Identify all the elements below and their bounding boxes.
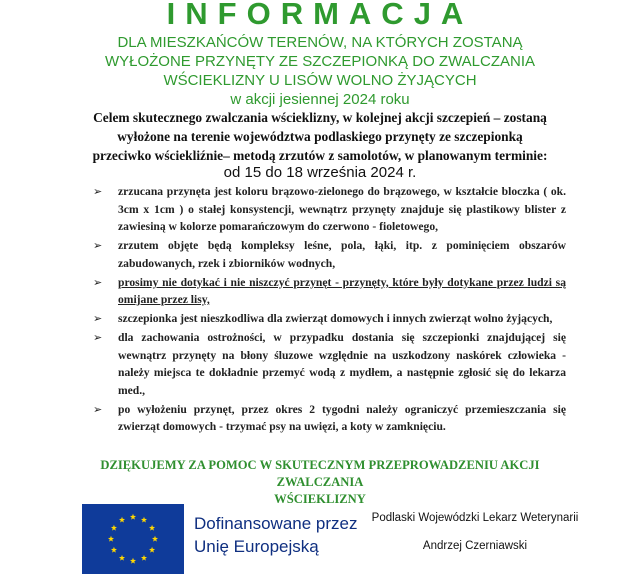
- document-subtitle: [0, 33, 640, 109]
- campaign-dates: od 15 do 18 września 2024 r.: [223, 164, 417, 181]
- arrow-bullet-icon: ➢: [93, 185, 103, 198]
- info-list: [93, 183, 566, 437]
- intro-line: wyłożone na terenie województwa podlaskiego przynęty ze szczepionką: [117, 129, 523, 144]
- signature-name: Andrzej Czerniawski: [422, 540, 528, 552]
- arrow-bullet-icon: ➢: [93, 275, 103, 289]
- thanks-message: [60, 457, 580, 508]
- eu-star-icon: [119, 555, 125, 561]
- list-item-text: dla zachowania ostrożności, w przypadku dostania się szczepionki znajdującej się wewnątrz przynęty na błony śluzowe względnie na uszkodzony naskórek człowieka - należy miejsca te dokładnie przemyć wodą z mydłem, a następnie zgłosić się do lekarza med.,: [118, 331, 566, 397]
- intro-paragraph: [60, 108, 580, 165]
- eu-star-icon: [130, 558, 136, 564]
- list-item-text: zrzucana przynęta jest koloru brązowo-zielonego do brązowego, w kształcie bloczka ( ok. 3cm x 1cm ) o stałej konsystencji, wewnątrz przynęty znajduje się plastikowy blister z zawiesiną w kolorze pomarańczowym do czerwono - fioletowego,: [118, 185, 566, 233]
- eu-flag-icon: [82, 504, 184, 574]
- list-item-text: po wyłożeniu przynęt, przez okres 2 tygodni należy ograniczyć przemieszczania się zwierząt domowych - trzymać psy na uwięzi, a koty w zamknięciu.: [118, 402, 566, 433]
- list-item-text: zrzutem objęte będą kompleksy leśne, pola, łąki, itp. z pominięciem obszarów zabudowanych, rzek i zbiorników wodnych,: [118, 239, 566, 270]
- subtitle-line: WŚCIEKLIZNY U LISÓW WOLNO ŻYJĄCYCH: [163, 72, 477, 89]
- arrow-bullet-icon: ➢: [93, 402, 103, 416]
- intro-line: Celem skutecznego zwalczania wścieklizny, w kolejnej akcji szczepień – zostaną: [93, 110, 547, 125]
- thanks-line: WŚCIEKLIZNY: [274, 492, 366, 506]
- arrow-bullet-icon: ➢: [93, 312, 103, 325]
- subtitle-line: WYŁOŻONE PRZYNĘTY ZE SZCZEPIONKĄ DO ZWALCZANIA: [104, 53, 536, 70]
- subtitle-line: DLA MIESZKAŃCÓW TERENÓW, NA KTÓRYCH ZOSTANĄ: [117, 34, 523, 51]
- eu-star-icon: [108, 536, 114, 542]
- eu-star-icon: [130, 514, 136, 520]
- arrow-bullet-icon: ➢: [93, 331, 103, 344]
- list-item-text: szczepionka jest nieszkodliwa dla zwierząt domowych i innych zwierząt wolno żyjących,: [118, 312, 553, 325]
- list-item: [93, 237, 566, 272]
- list-item: [93, 310, 566, 328]
- eu-star-icon: [111, 525, 117, 531]
- eu-funding-logo: [82, 504, 358, 574]
- subtitle-line: w akcji jesiennej 2024 roku: [230, 91, 410, 108]
- eu-logo-line: Dofinansowane przez: [194, 514, 358, 533]
- eu-logo-line: Unię Europejską: [194, 537, 319, 556]
- arrow-bullet-icon: ➢: [93, 239, 103, 252]
- document-title: INFORMACJA: [166, 0, 474, 31]
- eu-star-icon: [111, 547, 117, 553]
- eu-star-icon: [141, 555, 147, 561]
- list-item-text: prosimy nie dotykać i nie niszczyć przynęt - przynęty, które były dotykane przez ludzi są omijane przez lisy,: [118, 275, 566, 306]
- eu-star-icon: [119, 517, 125, 523]
- intro-line: przeciwko wściekliźnie– metodą zrzutów z samolotów, w planowanym terminie:: [92, 148, 548, 163]
- eu-star-icon: [152, 536, 158, 542]
- eu-stars-icon: [82, 504, 184, 574]
- list-item: [93, 329, 566, 399]
- eu-star-icon: [149, 525, 155, 531]
- list-item: [93, 274, 566, 309]
- signature-title: Podlaski Wojewódzki Lekarz Weterynarii: [371, 512, 579, 524]
- list-item: [93, 183, 566, 236]
- thanks-line: DZIĘKUJEMY ZA POMOC W SKUTECZNYM PRZEPROWADZENIU AKCJI ZWALCZANIA: [100, 458, 540, 489]
- eu-star-icon: [141, 517, 147, 523]
- eu-star-icon: [149, 547, 155, 553]
- list-item: [93, 401, 566, 436]
